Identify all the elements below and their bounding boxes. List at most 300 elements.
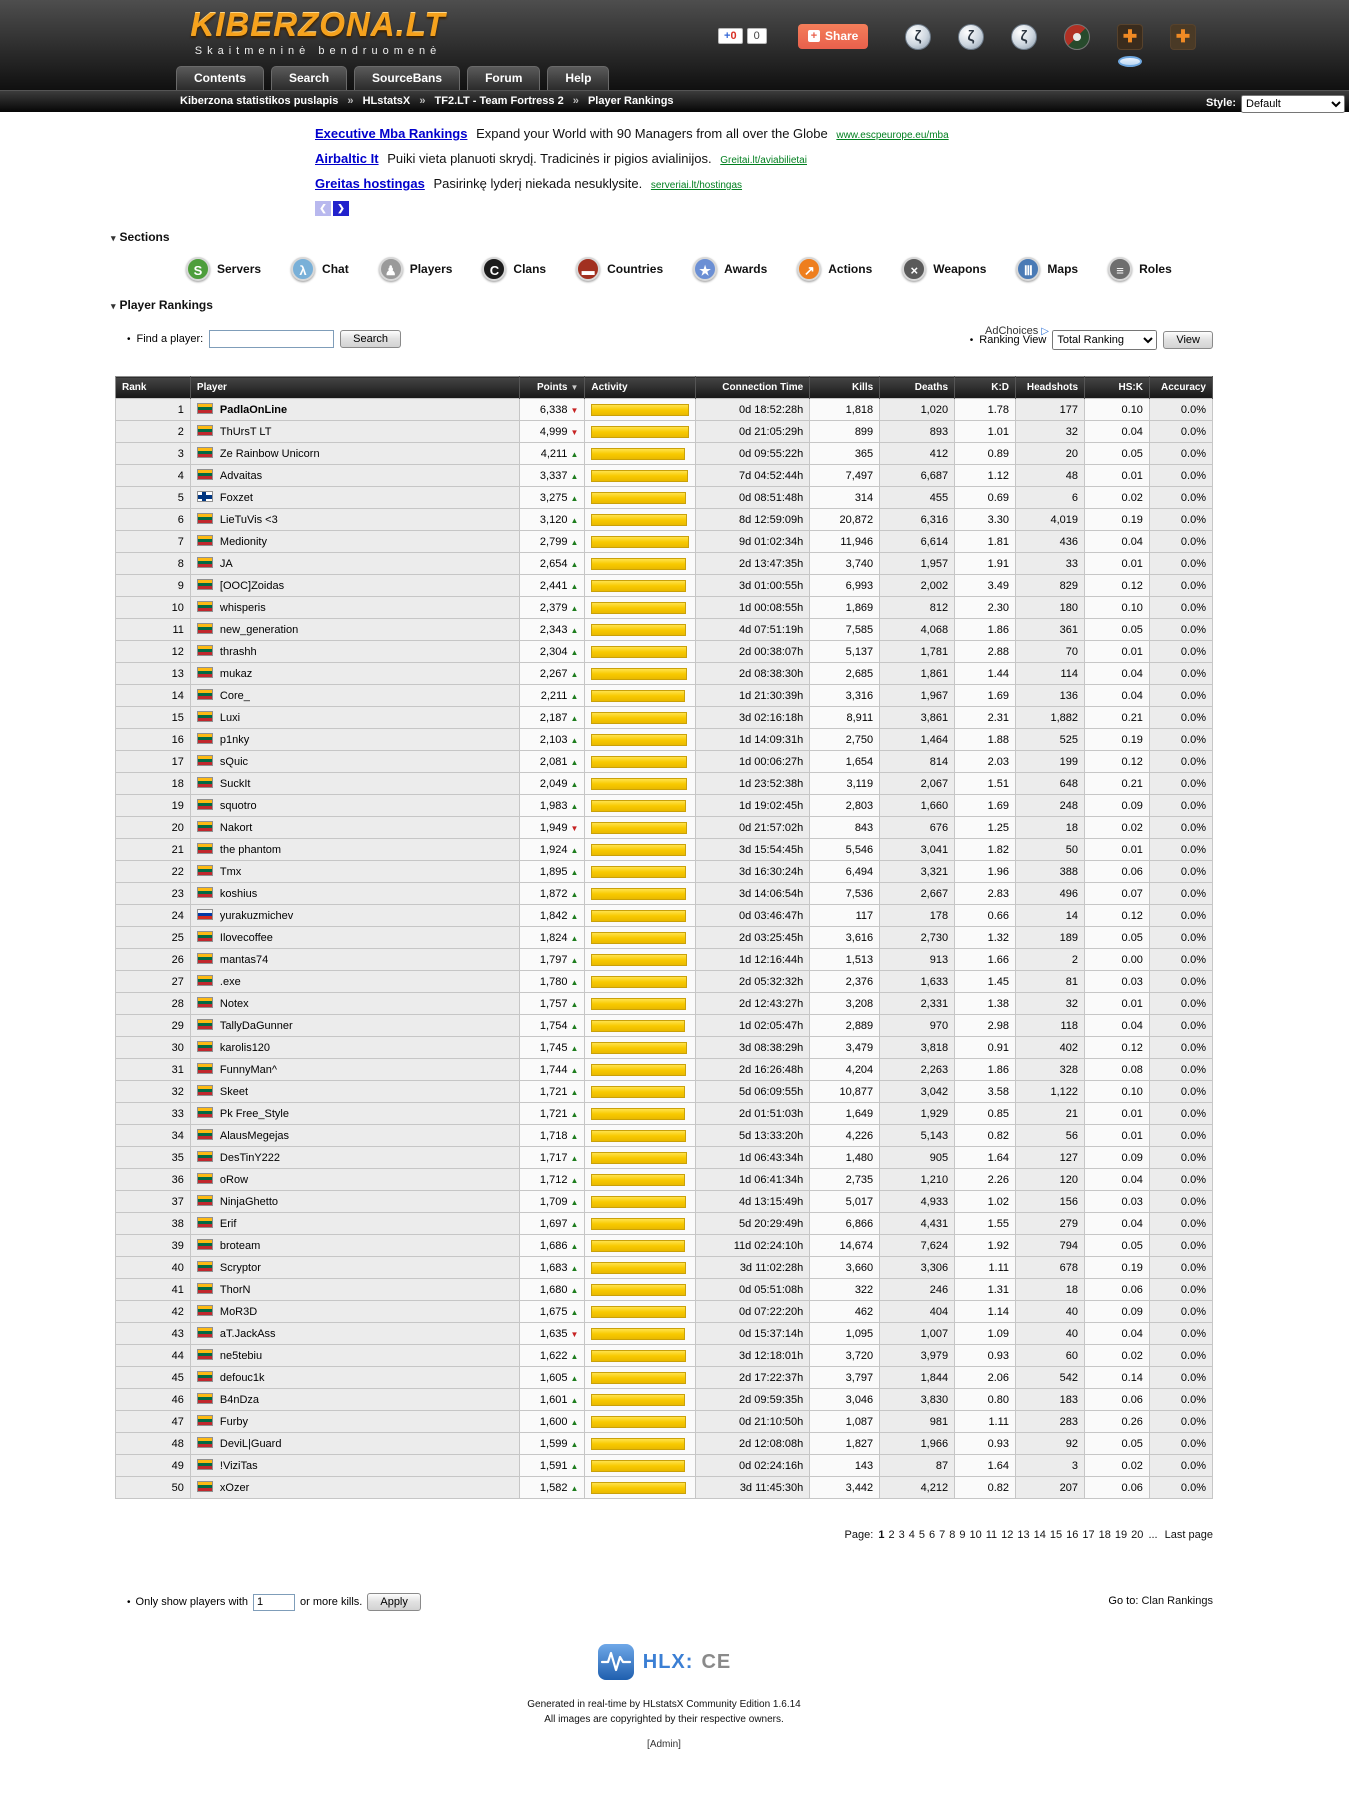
player-name-link[interactable]: Skeet	[219, 1086, 249, 1098]
country-flag-icon	[197, 579, 213, 590]
team-fortress2-icon[interactable]: ✚	[1170, 24, 1196, 50]
rank-cell: 46	[116, 1389, 191, 1411]
rank-cell: 24	[116, 905, 191, 927]
accuracy-cell: 0.0%	[1149, 1169, 1212, 1191]
rank-cell: 15	[116, 707, 191, 729]
player-name-link[interactable]: Medionity	[219, 536, 267, 548]
roles-icon: ≡	[1108, 257, 1132, 281]
kd-cell: 0.93	[955, 1433, 1016, 1455]
page-link[interactable]: 18	[1098, 1529, 1111, 1541]
kd-cell: 3.30	[955, 509, 1016, 531]
table-row	[116, 883, 1213, 905]
kills-cell: 2,685	[810, 663, 880, 685]
country-flag-icon	[197, 667, 213, 678]
player-name-link[interactable]: B4nDza	[219, 1394, 260, 1406]
player-name-link[interactable]: Tmx	[219, 866, 242, 878]
connection-time-cell: 9d 01:02:34h	[696, 531, 810, 553]
headshots-cell: 794	[1016, 1235, 1085, 1257]
headshots-cell: 177	[1016, 399, 1085, 421]
sort-desc-icon: ▼	[570, 383, 579, 392]
style-select[interactable]	[1241, 95, 1345, 113]
points-cell: 1,712 ▲	[520, 1169, 585, 1191]
player-rankings-heading[interactable]: ▾ Player Rankings	[111, 298, 213, 312]
player-name-link[interactable]: [OOC]Zoidas	[219, 580, 285, 592]
player-name-link[interactable]: LieTuVis <3	[219, 514, 278, 526]
player-name-link[interactable]: new_generation	[219, 624, 299, 636]
header-activity[interactable]: Activity	[585, 377, 696, 399]
table-row	[116, 575, 1213, 597]
hsk-cell: 0.12	[1085, 905, 1150, 927]
view-button[interactable]: View	[1163, 331, 1213, 349]
player-name-link[interactable]: ne5tebiu	[219, 1350, 263, 1362]
player-name-link[interactable]: ThUrsT LT	[219, 426, 272, 438]
connection-time-cell: 2d 17:22:37h	[696, 1367, 810, 1389]
adchoices-link[interactable]: AdChoices ▷	[985, 325, 1049, 337]
player-name-link[interactable]: mukaz	[219, 668, 253, 680]
tab-help[interactable]: Help	[547, 66, 609, 90]
headshots-cell: 496	[1016, 883, 1085, 905]
points-cell: 2,654 ▲	[520, 553, 585, 575]
counter-strike-go-icon[interactable]: ζ	[1011, 24, 1037, 50]
page-link[interactable]: 16	[1066, 1529, 1079, 1541]
kd-cell: 2.30	[955, 597, 1016, 619]
rank-cell: 47	[116, 1411, 191, 1433]
ad-url-link[interactable]: Greitai.lt/aviabilietai	[720, 155, 807, 166]
hsk-cell: 0.14	[1085, 1367, 1150, 1389]
kd-cell: 2.06	[955, 1367, 1016, 1389]
player-name-link[interactable]: !ViziTas	[219, 1460, 258, 1472]
activity-bar	[591, 1416, 686, 1428]
share-button[interactable]	[798, 24, 868, 49]
breadcrumb-bar	[0, 90, 1349, 112]
player-name-link[interactable]: p1nky	[219, 734, 250, 746]
points-cell: 1,949 ▼	[520, 817, 585, 839]
rank-cell: 1	[116, 399, 191, 421]
player-name-link[interactable]: oRow	[219, 1174, 249, 1186]
header-deaths[interactable]: Deaths	[880, 377, 955, 399]
player-name-link[interactable]: SuckIt	[219, 778, 251, 790]
page-link[interactable]: 3	[898, 1529, 905, 1541]
clan-rankings-link[interactable]: Clan Rankings	[1141, 1595, 1213, 1607]
headshots-cell: 70	[1016, 641, 1085, 663]
page-link[interactable]: 7	[939, 1529, 946, 1541]
activity-bar	[591, 1152, 687, 1164]
player-name-link[interactable]: Pk Free_Style	[219, 1108, 289, 1120]
player-cell	[190, 1323, 520, 1345]
trend-up-icon: ▲	[570, 911, 579, 921]
table-row	[116, 531, 1213, 553]
rankings-tbody	[116, 399, 1213, 1499]
activity-bar	[591, 1130, 686, 1142]
rank-cell: 33	[116, 1103, 191, 1125]
trend-up-icon: ▲	[570, 1131, 579, 1141]
accuracy-cell: 0.0%	[1149, 949, 1212, 971]
country-flag-icon	[197, 953, 213, 964]
page-link[interactable]: 14	[1033, 1529, 1046, 1541]
header-connection-time[interactable]: Connection Time	[696, 377, 810, 399]
player-name-link[interactable]: koshius	[219, 888, 258, 900]
deaths-cell: 2,667	[880, 883, 955, 905]
accuracy-cell: 0.0%	[1149, 883, 1212, 905]
trend-up-icon: ▲	[570, 1065, 579, 1075]
kills-cell: 5,546	[810, 839, 880, 861]
connection-time-cell: 2d 12:43:27h	[696, 993, 810, 1015]
points-cell: 1,797 ▲	[520, 949, 585, 971]
table-row	[116, 795, 1213, 817]
player-name-link[interactable]: Erif	[219, 1218, 237, 1230]
kd-cell: 2.26	[955, 1169, 1016, 1191]
player-name-link[interactable]: .exe	[219, 976, 241, 988]
kills-cell: 8,911	[810, 707, 880, 729]
deaths-cell: 2,067	[880, 773, 955, 795]
kd-cell: 1.11	[955, 1411, 1016, 1433]
country-flag-icon	[197, 447, 213, 458]
player-name-link[interactable]: thrashh	[219, 646, 257, 658]
rank-cell: 50	[116, 1477, 191, 1499]
activity-bar	[591, 536, 689, 548]
admin-link[interactable]: [Admin]	[647, 1739, 681, 1750]
trend-up-icon: ▲	[570, 625, 579, 635]
player-name-link[interactable]: Nakort	[219, 822, 253, 834]
section-item-label: Servers	[217, 262, 262, 276]
section-item-label: Maps	[1047, 262, 1079, 276]
player-name-link[interactable]: Advaitas	[219, 470, 263, 482]
points-cell: 1,757 ▲	[520, 993, 585, 1015]
collapse-triangle-icon: ▾	[111, 301, 116, 311]
accuracy-cell: 0.0%	[1149, 421, 1212, 443]
trend-up-icon: ▲	[570, 1021, 579, 1031]
hsk-cell: 0.19	[1085, 1257, 1150, 1279]
hsk-cell: 0.05	[1085, 927, 1150, 949]
breadcrumb-server-link[interactable]: TF2.LT - Team Fortress 2	[434, 95, 564, 107]
header-player[interactable]: Player	[190, 377, 520, 399]
page-link[interactable]: 2	[888, 1529, 895, 1541]
current-page: 1	[878, 1529, 885, 1541]
player-name-link[interactable]: PadlaOnLine	[219, 404, 288, 416]
kd-cell: 1.11	[955, 1257, 1016, 1279]
player-name-link[interactable]: AlausMegejas	[219, 1130, 289, 1142]
trend-up-icon: ▲	[570, 999, 579, 1009]
hsk-cell: 0.12	[1085, 1037, 1150, 1059]
kd-cell: 1.69	[955, 795, 1016, 817]
find-player-input[interactable]	[209, 330, 334, 348]
activity-cell	[585, 927, 696, 949]
deaths-cell: 1,861	[880, 663, 955, 685]
trend-up-icon: ▲	[570, 603, 579, 613]
connection-time-cell: 3d 02:16:18h	[696, 707, 810, 729]
country-flag-icon	[197, 1349, 213, 1360]
activity-cell	[585, 971, 696, 993]
deaths-cell: 2,331	[880, 993, 955, 1015]
table-row	[116, 1257, 1213, 1279]
section-item-awards[interactable]	[693, 257, 767, 281]
section-item-maps[interactable]	[1016, 257, 1078, 281]
section-item-weapons[interactable]	[902, 257, 986, 281]
kills-cell: 3,119	[810, 773, 880, 795]
player-cell	[190, 839, 520, 861]
header-accuracy[interactable]: Accuracy	[1149, 377, 1212, 399]
player-name-link[interactable]: DeviL|Guard	[219, 1438, 282, 1450]
header-rank[interactable]: Rank	[116, 377, 191, 399]
tab-search[interactable]: Search	[271, 66, 347, 90]
pagination-ellipsis: ...	[1148, 1529, 1158, 1541]
player-cell	[190, 421, 520, 443]
accuracy-cell: 0.0%	[1149, 1235, 1212, 1257]
search-button[interactable]: Search	[340, 330, 401, 348]
day-of-defeat-icon[interactable]	[1064, 24, 1090, 50]
counter-strike-icon[interactable]: ζ	[905, 24, 931, 50]
hsk-cell: 0.21	[1085, 707, 1150, 729]
player-name-link[interactable]: defouc1k	[219, 1372, 265, 1384]
page-link[interactable]: 8	[949, 1529, 956, 1541]
sections-heading[interactable]: ▾ Sections	[111, 230, 170, 244]
ad-item	[315, 176, 1075, 193]
page-link[interactable]: 15	[1049, 1529, 1063, 1541]
rank-cell: 32	[116, 1081, 191, 1103]
header-headshots[interactable]: Headshots	[1016, 377, 1085, 399]
header-hsk[interactable]: HS:K	[1085, 377, 1150, 399]
activity-cell	[585, 1169, 696, 1191]
section-item-players[interactable]	[379, 257, 453, 281]
accuracy-cell: 0.0%	[1149, 1037, 1212, 1059]
connection-time-cell: 2d 09:59:35h	[696, 1389, 810, 1411]
kd-cell: 1.86	[955, 1059, 1016, 1081]
deaths-cell: 970	[880, 1015, 955, 1037]
headshots-cell: 20	[1016, 443, 1085, 465]
player-name-link[interactable]: the phantom	[219, 844, 282, 856]
team-fortress2-selected-icon[interactable]: ✚	[1117, 24, 1143, 50]
hlxce-waveform-icon	[597, 1643, 635, 1681]
kd-cell: 1.64	[955, 1147, 1016, 1169]
section-item-servers[interactable]	[186, 257, 261, 281]
kills-cell: 3,316	[810, 685, 880, 707]
bullet-icon: •	[127, 333, 131, 345]
activity-bar	[591, 514, 687, 526]
table-row	[116, 1169, 1213, 1191]
hsk-cell: 0.04	[1085, 531, 1150, 553]
player-name-link[interactable]: aT.JackAss	[219, 1328, 276, 1340]
player-name-link[interactable]: yurakuzmichev	[219, 910, 294, 922]
player-name-link[interactable]: xOzer	[219, 1482, 250, 1494]
player-name-link[interactable]: MoR3D	[219, 1306, 258, 1318]
table-row	[116, 685, 1213, 707]
ad-title-link[interactable]: Executive Mba Rankings	[315, 126, 468, 141]
rank-cell: 48	[116, 1433, 191, 1455]
table-row	[116, 1081, 1213, 1103]
player-name-link[interactable]: Ilovecoffee	[219, 932, 273, 944]
google-plusone-widget[interactable]	[718, 28, 767, 44]
table-row	[116, 619, 1213, 641]
table-row	[116, 1059, 1213, 1081]
player-name-link[interactable]: JA	[219, 558, 233, 570]
player-name-link[interactable]: Furby	[219, 1416, 249, 1428]
activity-bar	[591, 1086, 685, 1098]
rank-cell: 42	[116, 1301, 191, 1323]
activity-cell	[585, 1345, 696, 1367]
deaths-cell: 676	[880, 817, 955, 839]
points-cell: 2,343 ▲	[520, 619, 585, 641]
page-link[interactable]: 19	[1114, 1529, 1128, 1541]
header-kd[interactable]: K:D	[955, 377, 1016, 399]
bullet-icon: •	[969, 334, 974, 346]
activity-bar	[591, 404, 689, 416]
player-name-link[interactable]: FunnyMan^	[219, 1064, 278, 1076]
ad-url-link[interactable]: www.escpeurope.eu/mba	[836, 130, 949, 141]
kd-cell: 1.81	[955, 531, 1016, 553]
page-link[interactable]: 12	[1001, 1529, 1014, 1541]
player-cell	[190, 1367, 520, 1389]
min-kills-input[interactable]	[253, 1594, 295, 1611]
deaths-cell: 812	[880, 597, 955, 619]
points-cell: 1,983 ▲	[520, 795, 585, 817]
hsk-cell: 0.02	[1085, 817, 1150, 839]
table-row	[116, 1279, 1213, 1301]
player-name-link[interactable]: broteam	[219, 1240, 261, 1252]
points-cell: 1,622 ▲	[520, 1345, 585, 1367]
kills-cell: 1,654	[810, 751, 880, 773]
trend-up-icon: ▲	[570, 1263, 579, 1273]
activity-cell	[585, 1147, 696, 1169]
apply-button[interactable]: Apply	[367, 1593, 421, 1611]
ad-title-link[interactable]: Airbaltic It	[315, 151, 379, 166]
section-item-actions[interactable]	[797, 257, 872, 281]
last-page-link[interactable]: Last page	[1164, 1529, 1213, 1541]
player-cell	[190, 1433, 520, 1455]
hsk-cell: 0.10	[1085, 597, 1150, 619]
player-cell	[190, 597, 520, 619]
awards-icon: ★	[693, 257, 717, 281]
ad-next-arrow-icon[interactable]: ❯	[333, 201, 349, 216]
player-cell	[190, 949, 520, 971]
tab-forum[interactable]: Forum	[467, 66, 540, 90]
ad-prev-arrow-icon[interactable]: ❮	[315, 201, 331, 216]
deaths-cell: 893	[880, 421, 955, 443]
ad-url-link[interactable]: serveriai.lt/hostingas	[650, 180, 743, 191]
player-name-link[interactable]: Core_	[219, 690, 250, 702]
deaths-cell: 1,929	[880, 1103, 955, 1125]
player-name-link[interactable]: ThorN	[219, 1284, 251, 1296]
counter-strike-source-icon[interactable]: ζ	[958, 24, 984, 50]
breadcrumb-hlstatsx-link[interactable]: HLstatsX	[362, 95, 411, 107]
page-link[interactable]: 4	[908, 1529, 915, 1541]
player-name-link[interactable]: NinjaGhetto	[219, 1196, 278, 1208]
page-link[interactable]: 20	[1131, 1529, 1144, 1541]
activity-cell	[585, 1279, 696, 1301]
player-name-link[interactable]: squotro	[219, 800, 257, 812]
accuracy-cell: 0.0%	[1149, 1279, 1212, 1301]
player-name-link[interactable]: Notex	[219, 998, 249, 1010]
kd-cell: 1.69	[955, 685, 1016, 707]
plusone-button[interactable]: +0	[718, 28, 743, 44]
breadcrumb-home-link[interactable]: Kiberzona statistikos puslapis	[180, 95, 339, 107]
points-cell: 1,686 ▲	[520, 1235, 585, 1257]
hsk-cell: 0.05	[1085, 619, 1150, 641]
player-name-link[interactable]: karolis120	[219, 1042, 271, 1054]
table-row	[116, 1367, 1213, 1389]
connection-time-cell: 2d 00:38:07h	[696, 641, 810, 663]
trend-up-icon: ▲	[570, 1153, 579, 1163]
trend-up-icon: ▲	[570, 471, 579, 481]
player-name-link[interactable]: TallyDaGunner	[219, 1020, 293, 1032]
player-name-link[interactable]: sQuic	[219, 756, 249, 768]
header-points[interactable]: Points ▼	[520, 377, 585, 399]
section-item-countries[interactable]	[576, 257, 663, 281]
player-name-link[interactable]: Scryptor	[219, 1262, 261, 1274]
page-link[interactable]: 17	[1082, 1529, 1095, 1541]
rank-cell: 19	[116, 795, 191, 817]
site-logo[interactable]	[178, 6, 458, 57]
page-link[interactable]: 6	[928, 1529, 936, 1541]
country-flag-icon	[197, 1393, 213, 1404]
section-item-label: Awards	[724, 262, 768, 276]
player-cell	[190, 993, 520, 1015]
headshots-cell: 21	[1016, 1103, 1085, 1125]
activity-cell	[585, 817, 696, 839]
table-row	[116, 751, 1213, 773]
kd-cell: 0.80	[955, 1389, 1016, 1411]
ad-title-link[interactable]: Greitas hostingas	[315, 176, 425, 191]
player-name-link[interactable]: Foxzet	[219, 492, 253, 504]
country-flag-icon	[197, 1371, 213, 1382]
country-flag-icon	[197, 469, 213, 480]
accuracy-cell: 0.0%	[1149, 729, 1212, 751]
headshots-cell: 56	[1016, 1125, 1085, 1147]
deaths-cell: 3,041	[880, 839, 955, 861]
page-link[interactable]: 13	[1017, 1529, 1030, 1541]
country-flag-icon	[197, 1217, 213, 1228]
kills-cell: 3,479	[810, 1037, 880, 1059]
activity-cell	[585, 1037, 696, 1059]
tab-sourcebans[interactable]: SourceBans	[354, 66, 460, 90]
player-cell	[190, 1169, 520, 1191]
trend-up-icon: ▲	[570, 713, 579, 723]
page-link[interactable]: 9	[959, 1529, 966, 1541]
accuracy-cell: 0.0%	[1149, 641, 1212, 663]
hsk-cell: 0.09	[1085, 795, 1150, 817]
player-name-link[interactable]: whisperis	[219, 602, 266, 614]
player-name-link[interactable]: Ze Rainbow Unicorn	[219, 448, 320, 460]
section-item-chat[interactable]	[291, 257, 349, 281]
player-cell	[190, 443, 520, 465]
connection-time-cell: 2d 05:32:32h	[696, 971, 810, 993]
section-item-label: Actions	[828, 262, 873, 276]
player-name-link[interactable]: Luxi	[219, 712, 241, 724]
table-header-row	[116, 377, 1213, 399]
tab-contents[interactable]: Contents	[176, 66, 264, 90]
country-flag-icon	[197, 1239, 213, 1250]
activity-cell	[585, 531, 696, 553]
activity-cell	[585, 1081, 696, 1103]
player-name-link[interactable]: DesTinY222	[219, 1152, 281, 1164]
points-cell: 1,709 ▲	[520, 1191, 585, 1213]
kills-cell: 899	[810, 421, 880, 443]
page-link[interactable]: 5	[918, 1529, 925, 1541]
ranking-view-select[interactable]	[1052, 330, 1157, 350]
page-link[interactable]: 10	[969, 1529, 982, 1541]
accuracy-cell: 0.0%	[1149, 817, 1212, 839]
header-kills[interactable]: Kills	[810, 377, 880, 399]
section-item-clans[interactable]	[482, 257, 546, 281]
kd-cell: 1.55	[955, 1213, 1016, 1235]
kd-cell: 2.88	[955, 641, 1016, 663]
activity-bar	[591, 1394, 685, 1406]
country-flag-icon	[197, 865, 213, 876]
player-name-link[interactable]: mantas74	[219, 954, 269, 966]
section-item-roles[interactable]	[1108, 257, 1172, 281]
page-link[interactable]: 11	[985, 1529, 998, 1541]
ad-block	[315, 126, 1075, 193]
kd-cell: 1.78	[955, 399, 1016, 421]
